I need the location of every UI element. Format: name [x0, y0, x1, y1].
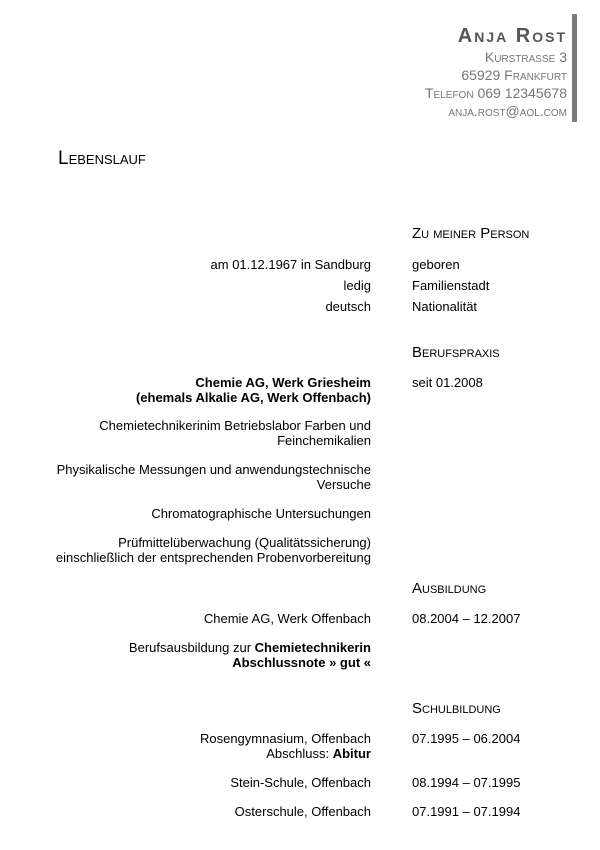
section-heading-person: Zu meiner Person [412, 225, 530, 242]
page-title: Lebenslauf [58, 148, 146, 169]
school-name: Rosengymnasium, Offenbach [199, 731, 371, 746]
nationality-value: deutsch [325, 299, 371, 314]
ausbildung-date: 08.2004 – 12.2007 [412, 611, 521, 626]
section-heading-schule: Schulbildung [412, 700, 501, 717]
beruf-company [41, 375, 371, 405]
schule-date: 07.1991 – 07.1994 [412, 804, 521, 819]
abschluss-bold: Abitur [332, 746, 371, 761]
beruf-item-text [41, 535, 371, 565]
section-heading-beruf: Berufspraxis [412, 344, 500, 361]
school-name: Osterschule, Offenbach [234, 804, 371, 819]
status-label: Familienstadt [412, 278, 490, 293]
address-street: Kurstrasse 3 [484, 49, 567, 65]
ausbildung-desc-prefix: Berufsausbildung zur [128, 640, 255, 655]
applicant-name: Anja Rost [457, 25, 567, 47]
beruf-item-1-line-1: Chemietechnikerinim Betriebslabor Farben und [99, 418, 371, 433]
email-address: anja.rost@aol.com [448, 103, 567, 119]
schule-school [41, 731, 371, 761]
ausbildung-desc-bold: Chemietechnikerin [254, 640, 371, 655]
beruf-item-1-line-2: Feinchemikalien [277, 433, 371, 448]
ausbildung-desc [41, 640, 371, 670]
phone-number: Telefon 069 12345678 [425, 85, 567, 101]
birth-value: am 01.12.1967 in Sandburg [210, 257, 371, 272]
section-heading-ausbildung: Ausbildung [412, 580, 487, 597]
beruf-item-text [41, 462, 371, 492]
schule-date: 08.1994 – 07.1995 [412, 775, 521, 790]
schule-date: 07.1995 – 06.2004 [412, 731, 521, 746]
birth-label: geboren [412, 257, 460, 272]
abschluss-prefix: Abschluss: [266, 746, 333, 761]
beruf-item-4-line-1: Prüfmittelüberwachung (Qualitätssicherung) [118, 535, 371, 550]
address-city: 65929 Frankfurt [461, 67, 567, 83]
company-line-2: (ehemals Alkalie AG, Werk Offenbach) [135, 390, 371, 405]
status-value: ledig [343, 278, 371, 293]
contact-header [425, 24, 567, 120]
beruf-item-2-line-2: Versuche [316, 477, 371, 492]
beruf-item-3: Chromatographische Untersuchungen [151, 506, 371, 521]
ausbildung-note: Abschlussnote » gut « [232, 655, 371, 670]
beruf-date: seit 01.2008 [412, 375, 483, 390]
ausbildung-company: Chemie AG, Werk Offenbach [203, 611, 371, 626]
nationality-label: Nationalität [412, 299, 478, 314]
beruf-item-text [41, 418, 371, 448]
school-name: Stein-Schule, Offenbach [230, 775, 371, 790]
beruf-item-2-line-1: Physikalische Messungen und anwendungstechnische [56, 462, 371, 477]
header-accent-bar [572, 14, 577, 122]
beruf-item-4-line-2: einschließlich der entsprechenden Probenvorbereitung [55, 550, 371, 565]
company-line-1: Chemie AG, Werk Griesheim [195, 375, 371, 390]
